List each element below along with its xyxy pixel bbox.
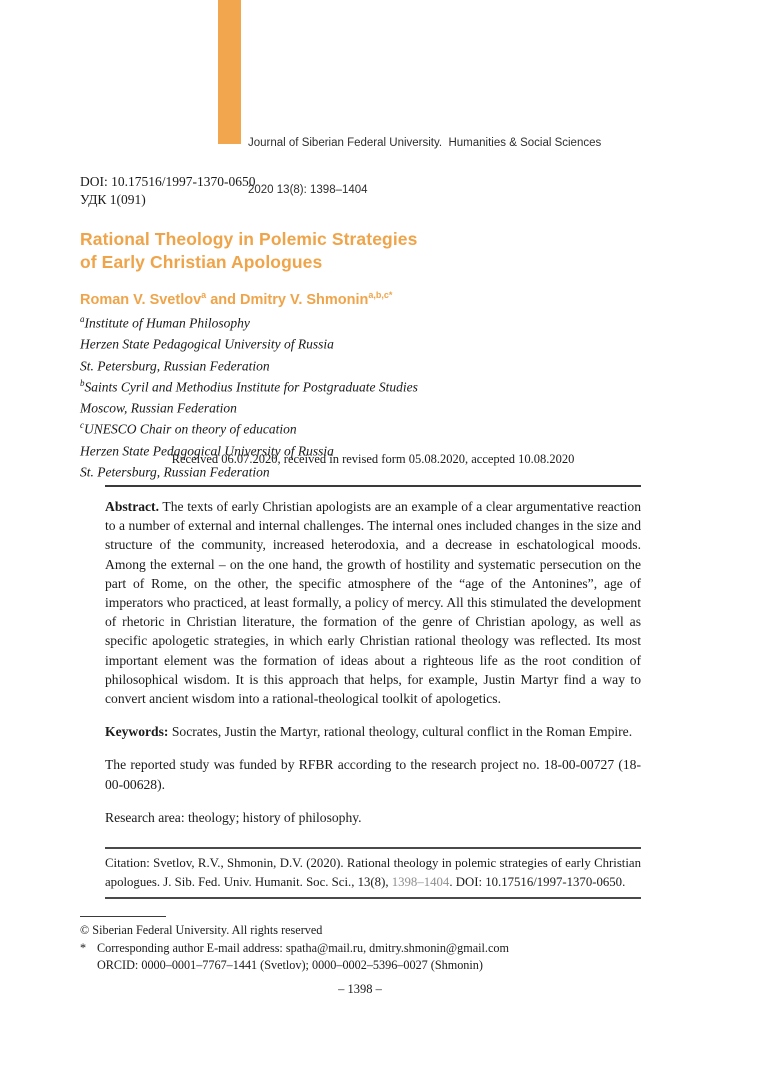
affiliation-text: St. Petersburg, Russian Federation — [80, 358, 270, 374]
corresponding-text: Corresponding author E-mail address: spatha@mail.ru, dmitry.shmonin@gmail.com — [97, 940, 509, 955]
citation-doi: . DOI: 10.17516/1997-1370-0650. — [449, 874, 626, 889]
citation-page-range: 1398–1404 — [391, 874, 450, 889]
abstract-label: Abstract. — [105, 499, 159, 514]
article-title-line1: Rational Theology in Polemic Strategies — [80, 229, 418, 249]
author-1-affiliation-marker: a — [201, 290, 207, 300]
journal-banner-bar — [218, 0, 241, 144]
affiliation-line — [80, 332, 418, 353]
orcid-line: ORCID: 0000–0001–7767–1441 (Svetlov); 0000–0002–5396–0027 (Shmonin) — [97, 958, 483, 972]
article-title-line2: of Early Christian Apologues — [80, 251, 323, 272]
journal-header — [248, 105, 601, 229]
authors-line — [80, 290, 392, 308]
keywords-text: Socrates, Justin the Martyr, rational theology, cultural conflict in the Roman Empire. — [168, 724, 633, 740]
footnotes-block — [80, 916, 640, 975]
affiliation-text: Institute of Human Philosophy — [84, 315, 250, 331]
journal-name: Journal of Siberian Federal University. Humanities & Social Sciences — [248, 137, 602, 149]
author-1: Roman V. Svetlov — [80, 291, 202, 308]
affiliation-line — [80, 375, 418, 396]
citation-block — [105, 847, 641, 899]
article-meta — [80, 173, 256, 208]
affiliation-marker: b — [80, 377, 85, 388]
affiliation-text: Saints Cyril and Methodius Institute for Postgraduate Studies — [84, 379, 418, 395]
udk-line: УДК 1(091) — [80, 191, 146, 207]
research-area-paragraph: Research area: theology; history of philosophy. — [105, 809, 362, 825]
affiliation-line — [80, 354, 418, 375]
affiliation-line — [80, 311, 418, 332]
affiliation-text: Herzen State Pedagogical University of Russia — [80, 443, 334, 459]
article-title — [80, 228, 417, 273]
abstract-top-rule — [105, 485, 641, 487]
received-dates-line: Received 06.07.2020, received in revised form 05.08.2020, accepted 10.08.2020 — [171, 452, 575, 466]
affiliation-line — [80, 417, 418, 438]
affiliation-marker: c — [80, 420, 84, 431]
affiliation-text: UNESCO Chair on theory of education — [84, 421, 297, 437]
author-2-affiliation-marker: a,b,c* — [368, 290, 393, 300]
copyright-line: © Siberian Federal University. All rights reserved — [80, 923, 323, 937]
page-number: – 1398 – — [338, 982, 382, 996]
affiliation-line — [80, 396, 418, 417]
doi-line: DOI: 10.17516/1997-1370-0650 — [80, 174, 256, 189]
authors-connector: and — [206, 291, 241, 308]
footnote-rule — [80, 916, 166, 917]
corresponding-marker: * — [80, 940, 87, 955]
journal-issue: 2020 13(8): 1398–1404 — [248, 183, 368, 196]
citation-text: Citation: Svetlov, R.V., Shmonin, D.V. (2020). Rational theology in polemic strategies of early Christian apologues. J. Sib. Fed. Univ. Humanit. Soc. Sci., 13(8), — [105, 856, 641, 889]
keywords-paragraph — [105, 722, 641, 741]
affiliation-text: Herzen State Pedagogical University of Russia — [80, 336, 334, 352]
abstract-text: The texts of early Christian apologists are an example of a clear argumentative reaction to a number of external and internal challenges. The internal ones included changes in the size and structure of the community, increased heterodoxia, and a decrease in eschatological moods. Among the external – on the one hand, the growth of hostility and systematic persecution on the part of Rome, on the other, the specific atmosphere of the “age of the Antonines”, age of imperators who practiced, at least formally, a policy of mercy. All this stimulated the development of rhetoric in Christian literature, the formation of the genre of Christian apology, as well as specific apologetic strategies, in which early Christian rational theology was reflected. Its most important element was the formation of ideas about a righteous life as the root condition of philosophical wisdom. It is this approach that helps, for example, Justin Martyr find a way to convert ancient wisdom into a rational-theological toolkit of apologetics. — [105, 499, 641, 707]
keywords-label: Keywords: — [105, 724, 169, 740]
affiliation-marker: a — [80, 314, 85, 324]
affiliation-text: Moscow, Russian Federation — [80, 400, 237, 416]
author-2: Dmitry V. Shmonin — [240, 291, 369, 308]
funding-paragraph: The reported study was funded by RFBR according to the research project no. 18-00-00727 (18-00-00628). — [105, 757, 641, 792]
article-body-column — [105, 452, 641, 899]
corresponding-author-line — [80, 940, 640, 958]
affiliation-text: St. Petersburg, Russian Federation — [80, 464, 270, 480]
abstract-paragraph — [105, 497, 641, 708]
